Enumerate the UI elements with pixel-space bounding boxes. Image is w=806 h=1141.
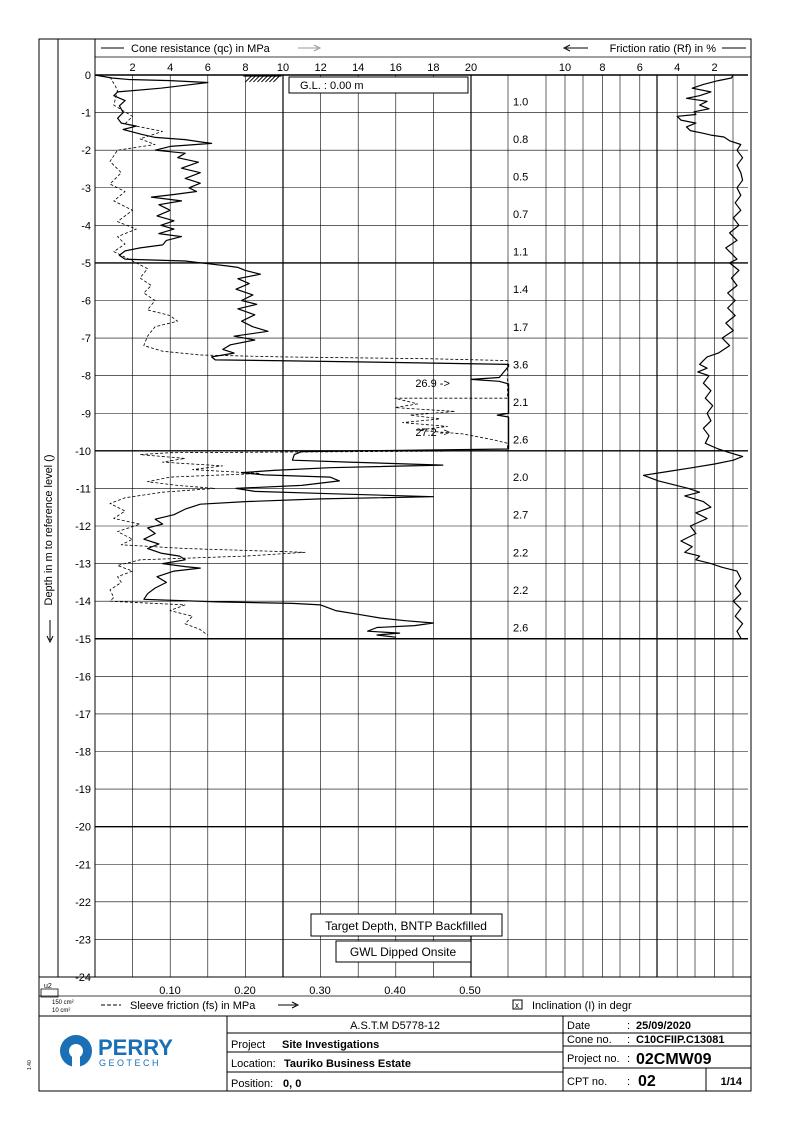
- depth-tick-label: -1: [81, 107, 91, 120]
- depth-tick-label: -14: [75, 596, 91, 609]
- offscale-label: 26.9 ->: [415, 378, 450, 391]
- depth-tick-label: -3: [81, 182, 91, 195]
- qc-tick-label: 16: [389, 62, 402, 74]
- gl-label: G.L. : 0.00 m: [300, 80, 364, 92]
- y-axis-label: Depth in m to reference level (): [43, 454, 55, 606]
- location-label: Location:: [231, 1058, 276, 1070]
- depth-tick-label: -11: [75, 483, 91, 496]
- qc-tick-label: 4: [167, 62, 174, 74]
- axis-labels: [43, 43, 746, 984]
- standard: A.S.T.M D5778-12: [350, 1020, 440, 1032]
- ratio-label: 2.6: [513, 434, 529, 447]
- qc-tick-label: 2: [129, 62, 136, 74]
- ratio-label: 2.2: [513, 584, 529, 597]
- rf-tick-label: 8: [599, 62, 606, 74]
- cpt-value: 02: [638, 1073, 656, 1090]
- depth-tick-label: -16: [75, 671, 91, 684]
- note-gwl: GWL Dipped Onsite: [349, 945, 457, 959]
- position-label: Position:: [231, 1078, 274, 1090]
- date-value: 25/09/2020: [636, 1020, 692, 1032]
- depth-tick-label: -19: [75, 784, 91, 797]
- projno-colon: :: [627, 1053, 631, 1065]
- fs-tick-label: 0.40: [384, 985, 406, 997]
- page-number: 1/14: [720, 1076, 742, 1088]
- location-value: Tauriko Business Estate: [284, 1058, 411, 1070]
- rf-tick-label: 6: [636, 62, 643, 74]
- depth-tick-label: -8: [81, 370, 91, 383]
- logo-text-geotech: GEOTECH: [99, 1058, 162, 1068]
- note-target-depth: Target Depth, BNTP Backfilled: [325, 919, 487, 933]
- ratio-label: 1.0: [513, 96, 529, 109]
- qc-tick-label: 20: [464, 62, 478, 74]
- depth-tick-label: -4: [81, 220, 91, 233]
- depth-tick-label: -2: [81, 145, 91, 158]
- rf-tick-label: 4: [674, 62, 681, 74]
- depth-tick-label: -23: [75, 934, 91, 947]
- cone-label: Cone no.: [567, 1034, 612, 1046]
- fs-tick-label: 0.20: [234, 985, 256, 997]
- ratio-label: 1.7: [513, 321, 529, 334]
- position-value: 0, 0: [283, 1078, 302, 1090]
- ratio-label: 1.1: [513, 246, 529, 259]
- depth-tick-label: -17: [75, 708, 91, 721]
- depth-tick-label: -10: [75, 445, 91, 458]
- depth-tick-label: -7: [81, 333, 91, 346]
- qc-tick-label: 6: [204, 62, 211, 74]
- legend-area-bottom: 10 cm²: [52, 1008, 71, 1014]
- legend-area-top: 150 cm²: [52, 1000, 74, 1006]
- cpt-colon: :: [627, 1076, 631, 1088]
- depth-tick-label: -9: [81, 408, 91, 421]
- series-layer: [95, 75, 743, 638]
- depth-tick-label: -5: [81, 257, 91, 270]
- depth-tick-label: -24: [75, 972, 91, 984]
- ratio-label: 2.7: [513, 509, 529, 522]
- offscale-label: 27.2 ->: [415, 427, 450, 440]
- date-label: Date: [567, 1020, 591, 1032]
- cone-value: C10CFIIP.C13081: [636, 1034, 725, 1046]
- project-value: Site Investigations: [282, 1039, 380, 1051]
- project-label: Project: [231, 1039, 266, 1051]
- fs-tick-label: 0.50: [459, 985, 481, 997]
- projno-label: Project no.: [567, 1053, 620, 1065]
- depth-tick-label: -12: [75, 521, 91, 533]
- depth-tick-label: -13: [75, 558, 91, 571]
- depth-tick-label: -21: [75, 859, 91, 872]
- ratio-label: 2.2: [513, 547, 529, 560]
- legend-u2: u2: [44, 983, 52, 990]
- series-rf: [644, 75, 743, 638]
- qc-tick-label: 8: [242, 62, 249, 74]
- rf-axis-label: Friction ratio (Rf) in %: [609, 43, 716, 55]
- ratio-label: 1.4: [513, 284, 529, 297]
- ratio-label: 2.1: [513, 396, 529, 409]
- projno-value: 02CMW09: [636, 1051, 712, 1068]
- series-fs: [110, 77, 508, 635]
- inclination-legend-mark: x: [515, 1001, 519, 1010]
- qc-tick-label: 18: [427, 62, 440, 74]
- rf-tick-label: 10: [558, 62, 572, 74]
- ratio-label: 2.0: [513, 472, 529, 485]
- ratio-label: 3.6: [513, 359, 529, 372]
- side-code: 1.40: [27, 1060, 33, 1070]
- ratio-label: 0.5: [513, 171, 529, 184]
- depth-tick-label: -15: [75, 633, 91, 646]
- fs-axis-label: Sleeve friction (fs) in MPa: [130, 1000, 256, 1012]
- depth-tick-label: -22: [75, 896, 91, 909]
- logo-text-perry: PERRY: [98, 1035, 173, 1060]
- date-colon: :: [627, 1020, 631, 1032]
- qc-tick-label: 10: [276, 62, 290, 74]
- depth-tick-label: -18: [75, 746, 91, 759]
- cpt-label: CPT no.: [567, 1076, 608, 1088]
- rf-tick-label: 2: [711, 62, 718, 74]
- cone-colon: :: [627, 1034, 631, 1046]
- qc-tick-label: 14: [352, 62, 365, 74]
- depth-tick-label: 0: [84, 70, 91, 82]
- fs-tick-label: 0.30: [309, 985, 331, 997]
- ratio-label: 0.8: [513, 133, 529, 146]
- fs-tick-label: 0.10: [159, 985, 181, 997]
- qc-axis-label: Cone resistance (qc) in MPa: [131, 43, 270, 55]
- perry-geotech-logo: [60, 1035, 173, 1068]
- inclination-label: Inclination (I) in degr: [532, 1000, 632, 1012]
- qc-tick-label: 12: [314, 62, 327, 74]
- series-qc: [95, 75, 509, 637]
- depth-tick-label: -20: [75, 821, 91, 834]
- ratio-label: 0.7: [513, 209, 529, 222]
- ratio-label: 2.6: [513, 622, 529, 635]
- depth-tick-label: -6: [81, 295, 91, 308]
